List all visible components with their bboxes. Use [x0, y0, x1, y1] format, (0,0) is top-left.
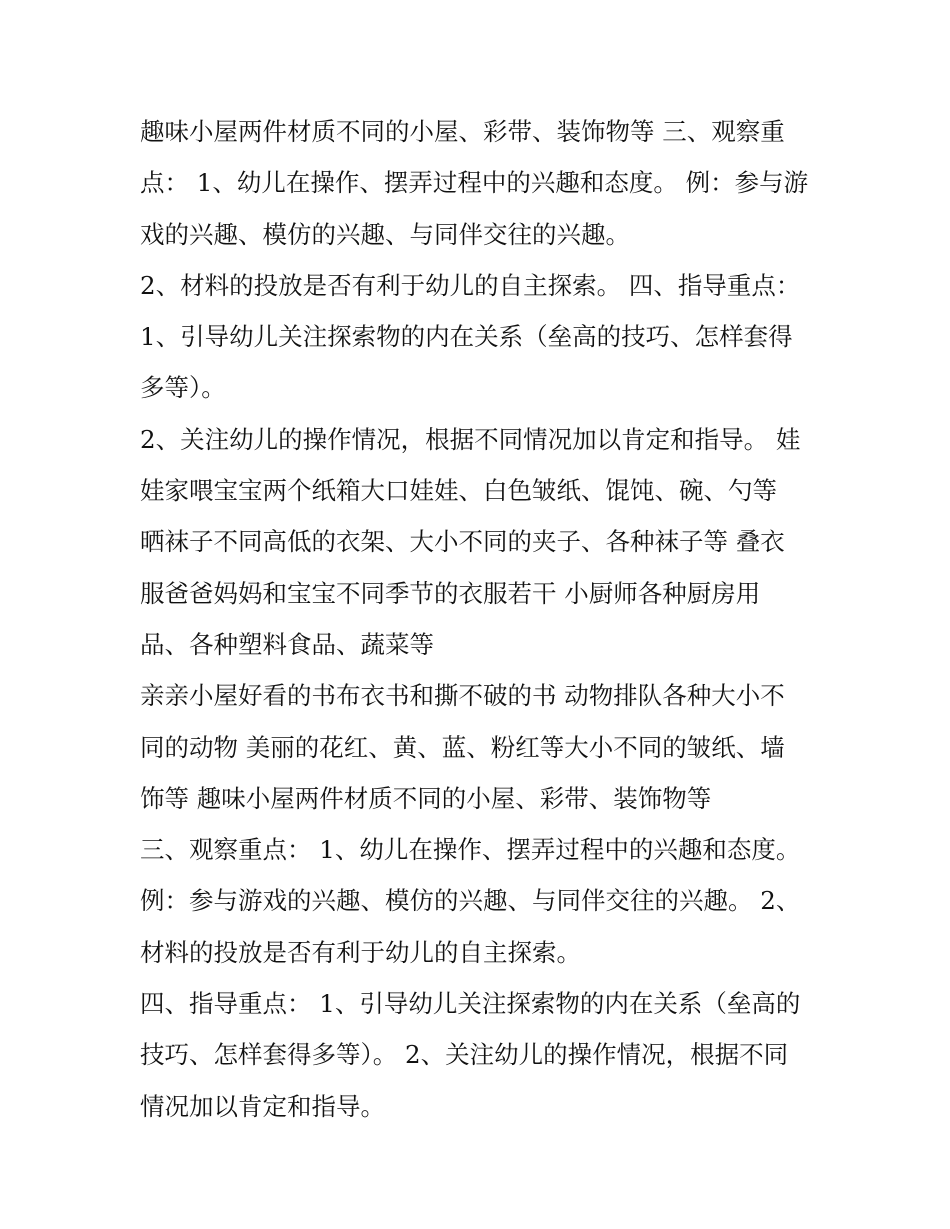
text-line: 品、各种塑料食品、蔬菜等	[140, 629, 434, 659]
text-line: 技巧、怎样套得多等）。 2、关注幼儿的操作情况，根据不同	[140, 1040, 789, 1070]
text-line: 亲亲小屋好看的书布衣书和撕不破的书 动物排队各种大小不	[140, 681, 785, 711]
text-line: 四、指导重点： 1、引导幼儿关注探索物的内在关系（垒高的	[140, 989, 801, 1019]
text-line: 趣味小屋两件材质不同的小屋、彩带、装饰物等 三、观察重	[140, 117, 785, 146]
text-line: 例：参与游戏的兴趣、模仿的兴趣、与同伴交往的兴趣。 2、	[140, 886, 801, 916]
text-line: 同的动物 美丽的花红、黄、蓝、粉红等大小不同的皱纸、墙	[140, 732, 785, 762]
body-text	[140, 106, 820, 1132]
text-line: 戏的兴趣、模仿的兴趣、与同伴交往的兴趣。	[140, 219, 630, 249]
text-line: 2、材料的投放是否有利于幼儿的自主探索。 四、指导重点：	[140, 270, 801, 300]
text-line: 娃家喂宝宝两个纸箱大口娃娃、白色皱纸、馄饨、碗、勺等	[140, 476, 777, 506]
text-line: 材料的投放是否有利于幼儿的自主探索。	[140, 937, 581, 967]
text-line: 三、观察重点： 1、幼儿在操作、摆弄过程中的兴趣和态度。	[140, 835, 801, 865]
text-line: 1、引导幼儿关注探索物的内在关系（垒高的技巧、怎样套得	[140, 322, 793, 352]
text-line: 点： 1、幼儿在操作、摆弄过程中的兴趣和态度。 例：参与游	[140, 168, 809, 198]
text-line: 2、关注幼儿的操作情况，根据不同情况加以肯定和指导。 娃	[140, 424, 801, 454]
text-line: 饰等 趣味小屋两件材质不同的小屋、彩带、装饰物等	[140, 783, 712, 813]
text-line: 多等）。	[140, 373, 226, 403]
text-line: 晒袜子不同高低的衣架、大小不同的夹子、各种袜子等 叠衣	[140, 527, 785, 557]
text-line: 情况加以肯定和指导。	[140, 1091, 385, 1121]
text-line: 服爸爸妈妈和宝宝不同季节的衣服若干 小厨师各种厨房用	[140, 578, 761, 608]
